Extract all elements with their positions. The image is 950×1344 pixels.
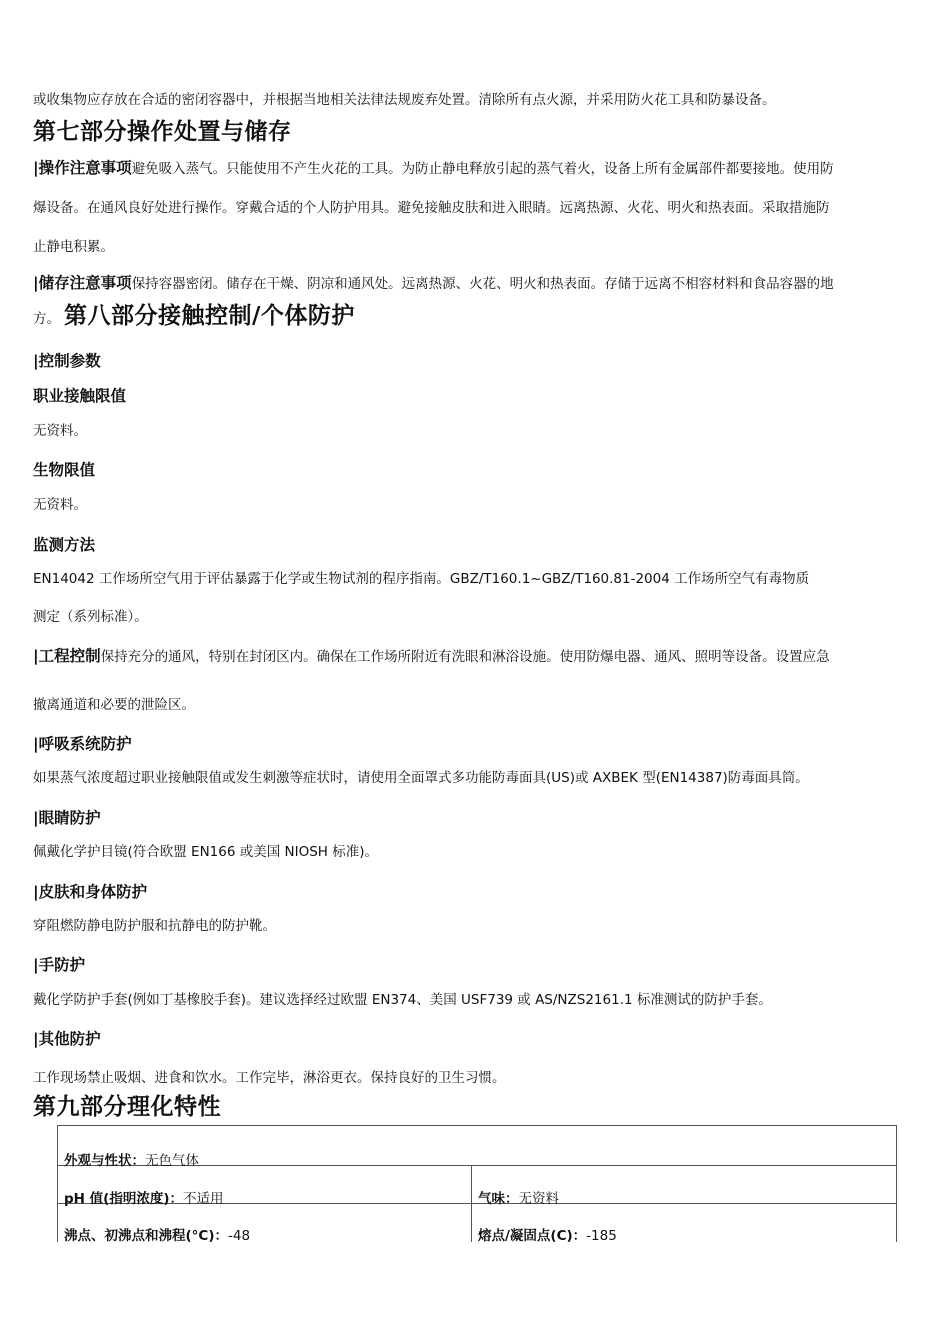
section8-title: 第八部分接触控制/个体防护 bbox=[64, 303, 355, 329]
control-params-label: 控制参数 bbox=[38, 352, 101, 370]
skin-bar: | bbox=[33, 883, 39, 901]
skin-heading bbox=[33, 880, 147, 902]
control-params-bar: | bbox=[33, 352, 39, 370]
melting-value: -185 bbox=[586, 1228, 617, 1244]
ph-label: pH 值(指明浓度)： bbox=[64, 1191, 184, 1207]
eye-label: 眼睛防护 bbox=[38, 809, 101, 827]
appearance-value: 无色气体 bbox=[145, 1153, 199, 1169]
monitor-text-2: 测定（系列标准）。 bbox=[33, 609, 148, 625]
storage-bar: | bbox=[33, 274, 39, 292]
eye-text: 佩戴化学护目镜(符合欧盟 EN166 或美国 NIOSH 标准)。 bbox=[33, 844, 379, 860]
eng-paragraph-line1 bbox=[33, 644, 830, 666]
other-label: 其他防护 bbox=[38, 1030, 101, 1048]
skin-text: 穿阻燃防静电防护服和抗静电的防护靴。 bbox=[33, 918, 276, 934]
eng-bar: | bbox=[33, 647, 39, 665]
boiling-value: -48 bbox=[228, 1228, 251, 1244]
boiling-label: 沸点、初沸点和沸程(°C)： bbox=[64, 1228, 228, 1244]
eye-heading bbox=[33, 806, 101, 828]
melting-content bbox=[478, 1224, 617, 1244]
table-row bbox=[58, 1126, 896, 1169]
other-text: 工作现场禁止吸烟、进食和饮水。工作完毕，淋浴更衣。保持良好的卫生习惯。 bbox=[33, 1070, 506, 1086]
handling-text-2: 爆设备。在通风良好处进行操作。穿戴合适的个人防护用具。避免接触皮肤和进入眼睛。远离热源、火花、明火和热表面。采取措施防 bbox=[33, 200, 830, 216]
handling-paragraph-line1 bbox=[33, 156, 834, 178]
handling-bar: | bbox=[33, 159, 39, 177]
boiling-content bbox=[64, 1224, 250, 1244]
ph-value: 不适用 bbox=[183, 1191, 224, 1207]
boiling-cell bbox=[58, 1204, 471, 1242]
odor-cell bbox=[471, 1165, 896, 1207]
other-heading bbox=[33, 1027, 101, 1049]
resp-heading bbox=[33, 732, 132, 754]
bio-heading: 生物限值 bbox=[33, 461, 96, 479]
hand-text: 戴化学防护手套(例如丁基橡胶手套)。建议选择经过欧盟 EN374、美国 USF739 或 AS/NZS2161.1 标准测试的防护手套。 bbox=[33, 992, 772, 1008]
resp-text: 如果蒸气浓度超过职业接触限值或发生刺激等症状时，请使用全面罩式多功能防毒面具(US)或 AXBEK 型(EN14387)防毒面具筒。 bbox=[33, 770, 809, 786]
properties-table bbox=[57, 1125, 897, 1242]
intro-line: 或收集物应存放在合适的密闭容器中，并根据当地相关法律法规废弃处置。清除所有点火源，并采用防火花工具和防暴设备。 bbox=[33, 92, 776, 108]
odor-value: 无资料 bbox=[518, 1191, 559, 1207]
hand-heading bbox=[33, 953, 85, 975]
melting-label: 熔点/凝固点(C)： bbox=[478, 1228, 587, 1244]
monitor-heading: 监测方法 bbox=[33, 536, 96, 554]
eng-label: 工程控制 bbox=[38, 647, 101, 665]
monitor-text-1: EN14042 工作场所空气用于评估暴露于化学或生物试剂的程序指南。GBZ/T160.1~GBZ/T160.81-2004 工作场所空气有毒物质 bbox=[33, 571, 810, 587]
oel-text: 无资料。 bbox=[33, 423, 87, 439]
control-params-heading bbox=[33, 349, 101, 371]
table-row bbox=[58, 1204, 896, 1242]
storage-text-2: 方。 bbox=[33, 311, 60, 327]
other-bar: | bbox=[33, 1030, 39, 1048]
storage-label: 储存注意事项 bbox=[38, 274, 132, 292]
hand-bar: | bbox=[33, 956, 39, 974]
resp-bar: | bbox=[33, 735, 39, 753]
storage-text-1: 保持容器密闭。储存在干燥、阴凉和通风处。远离热源、火花、明火和热表面。存储于远离不相容材料和食品容器的地 bbox=[131, 276, 834, 292]
section7-title: 第七部分操作处置与储存 bbox=[33, 119, 292, 145]
eye-bar: | bbox=[33, 809, 39, 827]
melting-cell bbox=[471, 1204, 896, 1242]
handling-text-1: 避免吸入蒸气。只能使用不产生火花的工具。为防止静电释放引起的蒸气着火，设备上所有金属部件都要接地。使用防 bbox=[131, 161, 834, 177]
storage-paragraph-line1 bbox=[33, 271, 834, 293]
eng-text-2: 撤离通道和必要的泄险区。 bbox=[33, 697, 195, 713]
appearance-label: 外观与性状： bbox=[64, 1153, 145, 1169]
storage-line2-with-section8-title bbox=[33, 297, 355, 330]
section9-title: 第九部分理化特性 bbox=[33, 1094, 221, 1120]
skin-label: 皮肤和身体防护 bbox=[38, 883, 148, 901]
ph-cell bbox=[58, 1165, 471, 1207]
odor-label: 气味： bbox=[478, 1191, 519, 1207]
resp-label: 呼吸系统防护 bbox=[38, 735, 132, 753]
handling-label: 操作注意事项 bbox=[38, 159, 132, 177]
table-row bbox=[58, 1165, 896, 1207]
bio-text: 无资料。 bbox=[33, 497, 87, 513]
hand-label: 手防护 bbox=[38, 956, 86, 974]
handling-text-3: 止静电积累。 bbox=[33, 239, 114, 255]
oel-heading: 职业接触限值 bbox=[33, 387, 127, 405]
eng-text-1: 保持充分的通风，特别在封闭区内。确保在工作场所附近有洗眼和淋浴设施。使用防爆电器、通风、照明等设备。设置应急 bbox=[100, 649, 830, 665]
